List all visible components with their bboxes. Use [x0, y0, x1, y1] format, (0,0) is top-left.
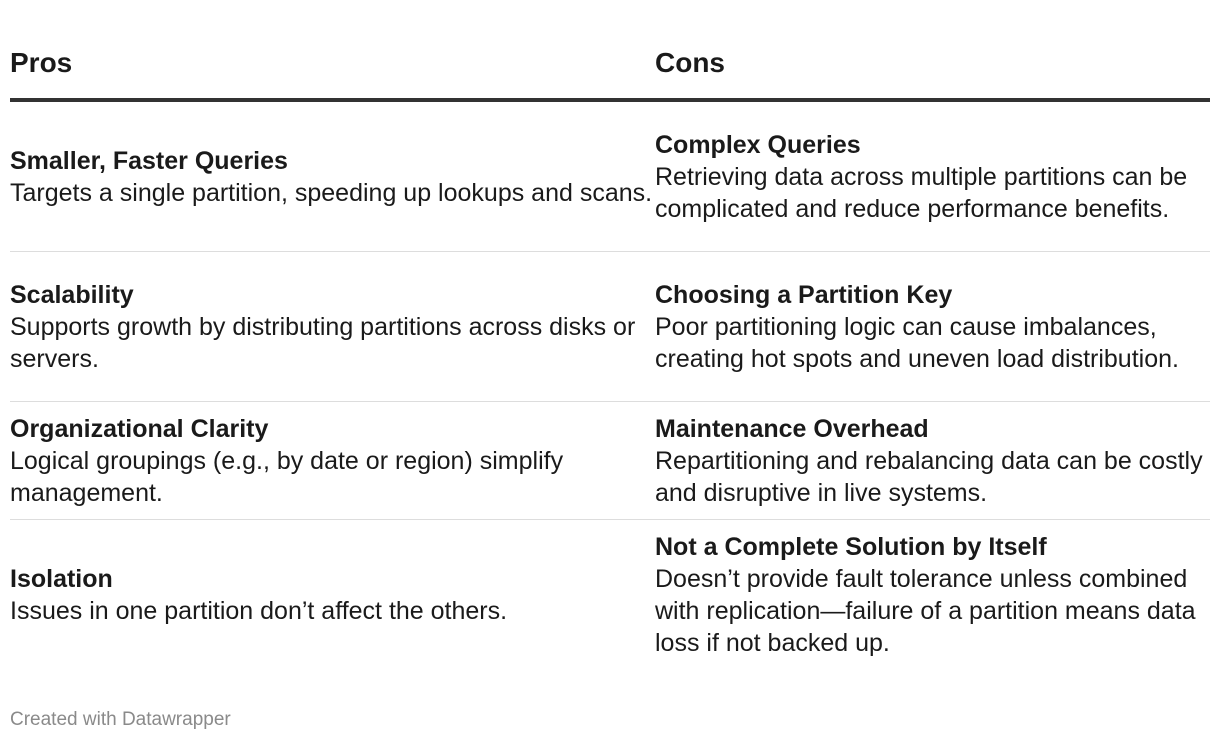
datawrapper-credit: Created with Datawrapper	[10, 709, 231, 730]
pro-cell	[10, 553, 655, 637]
pro-description: Targets a single partition, speeding up lookups and scans.	[10, 178, 653, 207]
con-title: Not a Complete Solution by Itself	[655, 532, 1047, 561]
table-header-row	[10, 0, 1210, 102]
cons-column-header: Cons	[655, 47, 725, 78]
pro-cell	[10, 135, 655, 219]
con-cell	[655, 521, 1210, 669]
con-title: Choosing a Partition Key	[655, 280, 953, 309]
pro-title: Scalability	[10, 280, 134, 309]
con-cell	[655, 269, 1210, 385]
pro-description: Supports growth by distributing partitions across disks or servers.	[10, 312, 636, 373]
con-description: Doesn’t provide fault tolerance unless combined with replication—failure of a partition means data loss if not backed up.	[655, 564, 1196, 657]
con-description: Poor partitioning logic can cause imbalances, creating hot spots and uneven load distribution.	[655, 312, 1179, 373]
pros-column-header: Pros	[10, 47, 73, 78]
con-title: Maintenance Overhead	[655, 414, 929, 443]
pro-cell	[10, 403, 655, 519]
pro-title: Smaller, Faster Queries	[10, 146, 288, 175]
pro-description: Issues in one partition don’t affect the others.	[10, 596, 508, 625]
table-row	[10, 252, 1210, 402]
table-row	[10, 102, 1210, 252]
pro-title: Isolation	[10, 564, 113, 593]
pro-cell	[10, 269, 655, 385]
pro-title: Organizational Clarity	[10, 414, 269, 443]
con-description: Retrieving data across multiple partitions can be complicated and reduce performance benefits.	[655, 162, 1188, 223]
pro-description: Logical groupings (e.g., by date or region) simplify management.	[10, 446, 564, 507]
pros-cons-table	[10, 0, 1210, 669]
con-description: Repartitioning and rebalancing data can be costly and disruptive in live systems.	[655, 446, 1203, 507]
con-title: Complex Queries	[655, 130, 861, 159]
con-cell	[655, 119, 1210, 235]
table-row	[10, 402, 1210, 520]
con-cell	[655, 403, 1210, 519]
table-row	[10, 520, 1210, 669]
